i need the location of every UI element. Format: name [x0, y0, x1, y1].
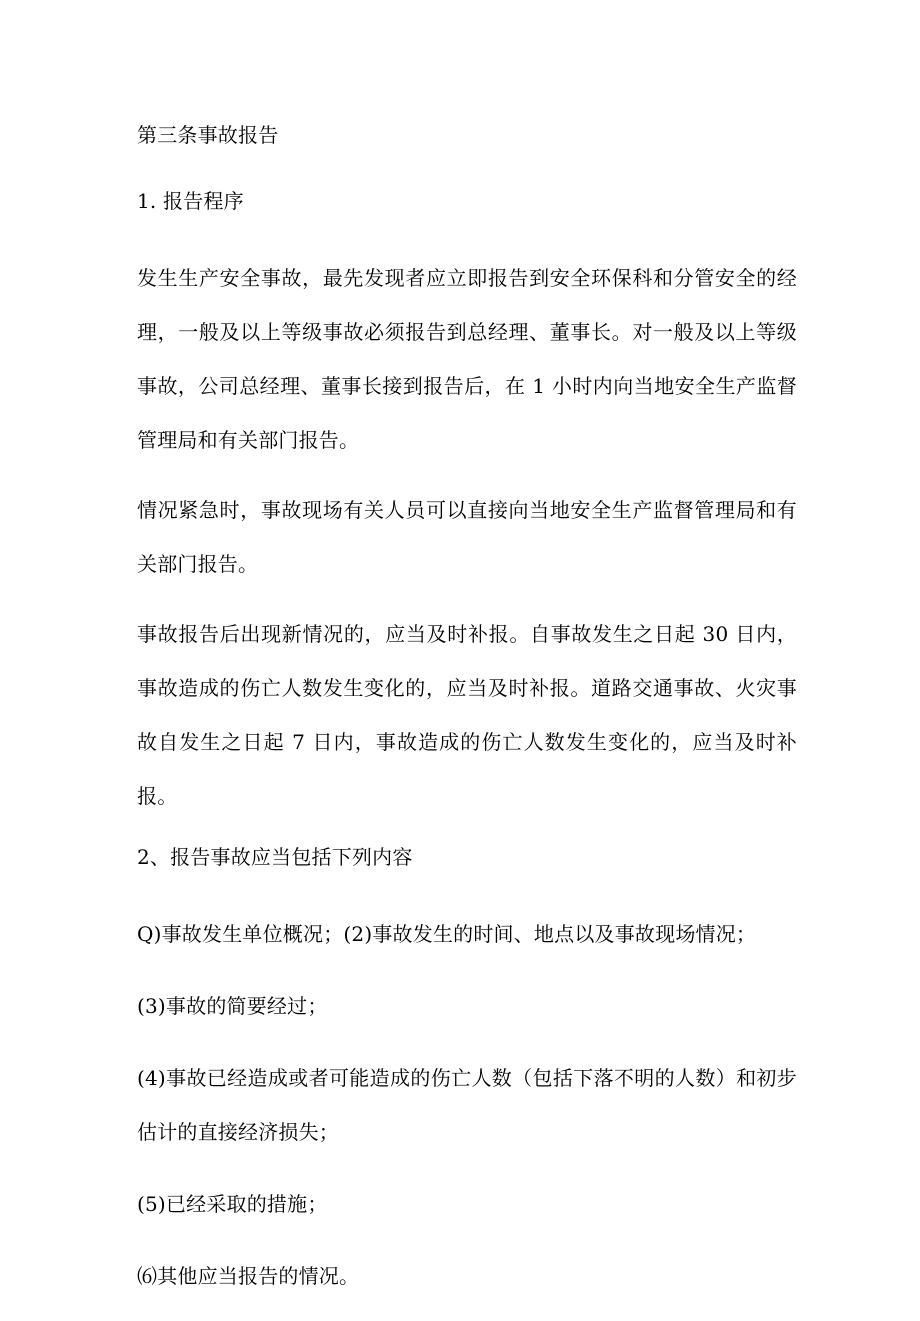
paragraph-emergency-report: 情况紧急时，事故现场有关人员可以直接向当地安全生产监督管理局和有关部门报告。: [137, 498, 797, 576]
paragraph-supplementary-report: 事故报告后出现新情况的，应当及时补报。自事故发生之日起 30 日内，事故造成的伤亡人数发生变化的，应当及时补报。道路交通事故、火灾事故自发生之日起 7 日内，事故造成的伤亡人数发生变化的，应当及时补报。: [137, 622, 797, 808]
document-content: [137, 117, 797, 1321]
section-heading-report-procedure: 1. 报告程序: [137, 189, 244, 213]
list-item: (4)事故已经造成或者可能造成的伤亡人数（包括下落不明的人数）和初步估计的直接经济损失；: [137, 1066, 797, 1144]
paragraph-report-procedure: 发生生产安全事故，最先发现者应立即报告到安全环保科和分管安全的经理，一般及以上等级事故必须报告到总经理、董事长。对一般及以上等级事故，公司总经理、董事长接到报告后，在 1 小时内向当地安全生产监督管理局和有关部门报告。: [137, 266, 797, 452]
section-heading-report-contents: 2、报告事故应当包括下列内容: [137, 845, 413, 869]
list-item: ⑹其他应当报告的情况。: [137, 1264, 360, 1288]
list-item: (5)已经采取的措施；: [137, 1192, 328, 1216]
list-item: (3)事故的简要经过；: [137, 994, 328, 1018]
article-title: 第三条事故报告: [137, 123, 279, 147]
list-item: Q)事故发生单位概况；(2)事故发生的时间、地点以及事故现场情况；: [137, 922, 757, 946]
